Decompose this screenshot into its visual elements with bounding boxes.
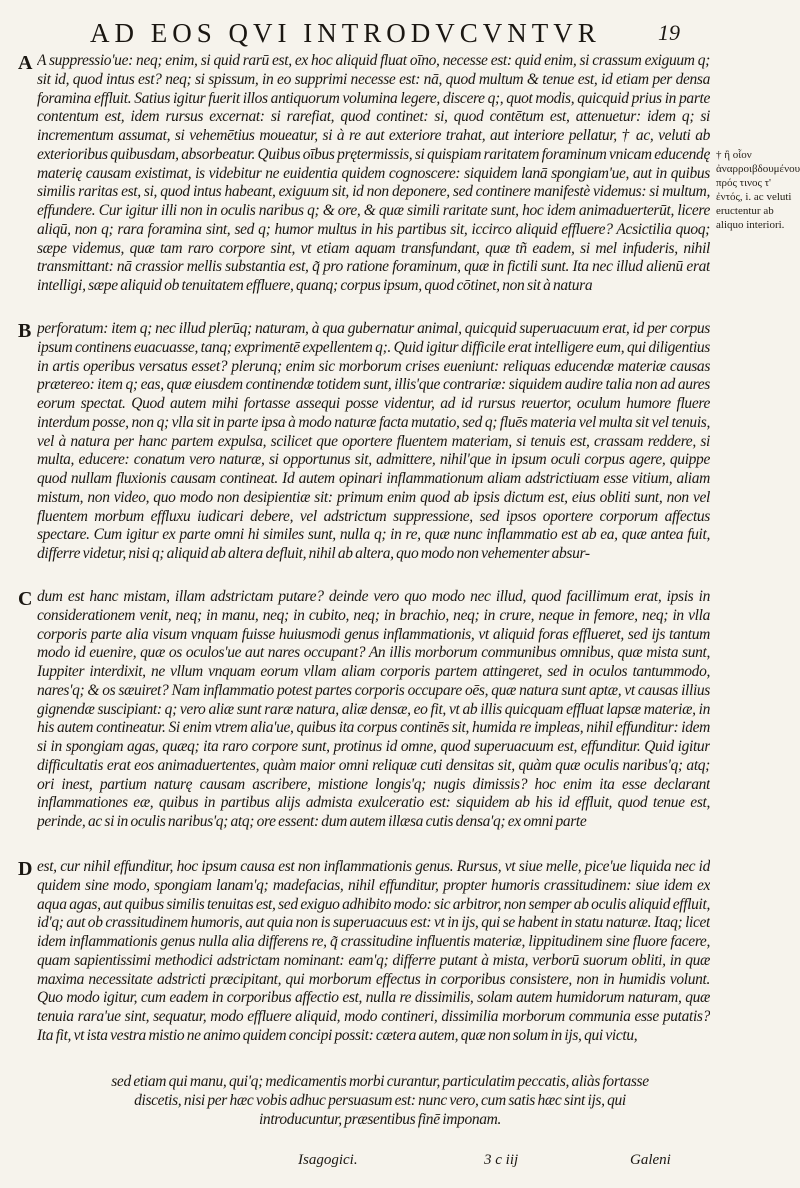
section-marker-c: C <box>18 588 33 610</box>
marginal-note: † ἢ οἷον ἀναρροιβδουμένου πρός τινος τ' ἐντός, i. ac veluti eructentur ab aliquo interiori. <box>716 149 800 231</box>
page-footer <box>0 1148 800 1178</box>
closing-paragraph: sed etiam qui manu, qui'q; medicamentis morbi curantur, particulatim peccatis, aliàs fortasse discetis, nisi per hæc vobis adhuc persuasum est: nunc vero, cum satis hæc sint ijs, qui introducuntur, præsentibus finē imponam. <box>111 1073 649 1128</box>
paragraph-section-a: A suppressio'ue: neq; enim, si quid rarū est, ex hoc aliquid fluat oīno, necesse est: quid enim, si crassum exiguum q; sit id, quod intus est? neq; si spissum, in eo supprimi necesse est: nā, quod multum & tenue est, id etiam per densa foramina effluit. Satius igitur fuerit illos antiquorum volumina legere, discere q;, quot modis, quicquid prius in parte contentum est, idem rursus excernat: si rarefiat, quod continet: si, quod contētum est, attenuetur: idem q; si incrementum assumat, si vehemētius moueatur, si à re aut exteriore trahat, aut interiore pellatur, † ac, veluti ab exterioribus quibusdam, absorbeatur. Quibus oībus prętermissis, si quispiam raritatem foraminum vnicam educendę materię causam existimat, is videbitur ne euidentia quidem cognoscere: siquidem lanā spongiam'ue, aut in quibus similis raritas est, si, quod intus habeant, exiguum sit, id non deponere, sed continere manifestè videmus: si multum, effundere. Cur igitur illi non in oculis naribus q; & ore, & quæ simili raritate sunt, hoc idem animaduerterūt, licere aliqū, non q; rara foramina sint, sed q; humor multus in his partibus sit, iccirco aliquid effluere? Acsictilia quoq; sæpe videmus, quæ tam raro corpore sint, vt etiam aquam transfundant, quæ tñ eadem, si mel infuderis, nihil transmittant: nā crassior mellis substantia est, q̃ pro ratione foraminum, quæ in fictili sunt. Ita nec illud alienū erat intelligi, sæpe aliquid ob tenuitatem effluere, quanq; corpus ipsum, quod cōtinet, non sit à natura <box>37 52 710 294</box>
paragraph-section-d: est, cur nihil effunditur, hoc ipsum causa est non inflammationis genus. Rursus, vt siue melle, pice'ue liquida nec id quidem sine modo, spongiam lanam'q; madefacias, nihil effunditur, propter humoris crassitudinem: siue idem ex aqua agas, aut quibus similis tenuitas est, sed exiguo adhibito modo: sic arbitror, non semper ab oculis aliquid effluit, id'q; aut ob crassitudinem humoris, aut quia non is superuacuus est: vt in ijs, qui se habent in statu naturæ. Itaq; licet idem inflammationis genus nulla alia differens re, q̃ crassitudine influentis materiæ, lippitudinem sine fluore facere, quam sapientissimi methodici adstrictam nominant: eam'q; differre putant à mista, verborū suorum obliti, in quæ maxima necessitate adstricti præcipitant, qui morborum effectus in corporibus consistere, non in humidis volunt. Quo modo igitur, cum eadem in corporibus affectio est, nulla re dissimilis, solam autem humidorum naturam, quæ tenuia rara'ue sint, sequatur, modo effluere aliquid, modo contineri, dissimilia morborum communia esse putatis? Ita fit, vt ista vestra mistio ne animo quidem concipi possit: cætera autem, quæ non solum in ijs, qui victu, <box>37 858 710 1044</box>
footer-left-title: Isagogici. <box>298 1152 358 1168</box>
catchword: Galeni <box>630 1152 671 1168</box>
running-title: AD EOS QVI INTRODVCVNTVR <box>90 18 601 48</box>
section-marker-b: B <box>18 320 32 342</box>
section-marker-d: D <box>18 858 33 880</box>
page-header <box>0 18 800 52</box>
signature-mark: 3 c iij <box>484 1152 519 1168</box>
page-number: 19 <box>658 20 680 45</box>
paragraph-section-b: perforatum: item q; nec illud plerūq; naturam, à qua gubernatur animal, quicquid superuacuum erat, id per corpus ipsum continens euacuasse, tanq; exprimentē expellentem q;. Quid igitur difficile erat intelligere eum, qui diligentius in artis operibus versatus esset? plerunq; enim sic morborum crises eueniunt: reliquas educendæ materiæ causas prætereo: item q; eas, quæ eiusdem continendæ totidem sunt, illis'que contrariæ: siquidem audire talia non ad aures eorum spectat. Quod autem mihi fortasse assequi posse videntur, ad id rursus reuertor, oculum humore fluere interdum posse, non q; vlla sit in parte ipsa à modo naturæ facta mutatio, sed q; fluēs materia vel multa sit vel tenuis, vel à natura per hanc partem expulsa, scilicet que oportere fluentem materiam, si tenuis est, crassam reddere, si multa, educere: conatum vero naturæ, si opportunus sit, admittere, nihil'que in ipsum oculi corpus agere, quippe quod nullam fluxionis causam contineat. Id autem opinari inflammationum aliam adstrictiuam esse vitium, aliam mistum, non video, quo modo non desipientiæ sit: primum enim quod ab ipsis dictum est, eius obliti sunt, non vel fluentem morbum effluxu iudicari debere, vel adstrictum suppressione, sed ipsos oportere corporum affectus spectare. Cum igitur ex parte omni hi similes sunt, nulla q; in re, quæ nunc inflammatio est ab ea, quæ antea fuit, differre videtur, nisi q; aliquid ab altera defluit, nihil ab altera, quo modo non vehementer absur- <box>37 320 710 562</box>
section-marker-a: A <box>18 52 33 74</box>
paragraph-section-c: dum est hanc mistam, illam adstrictam putare? deinde vero quo modo nec illud, quod facillimum erat, ipsis in considerationem venit, neq; in manu, neq; in cubito, neq; in brachio, neq; in crure, neque in femore, neq; in vlla corporis parte alia visum vnquam fuisse huiusmodi genus inflammationis, vt aliquid foras efflueret, sed ijs tantum modo id euenire, quæ os oculos'ue aut nares occupant? An illis morborum communibus omnibus, quæ mista sunt, Iuppiter interdixit, ne vllum vnquam eorum vllam aliam corporis partem attingeret, sed in oculos tantummodo, nares'q; & os sæuiret? Nam inflammatio potest partes corporis occupare oēs, quæ natura sunt aptæ, vt causas illius gignendæ suscipiant: q; vero aliæ sunt raræ natura, aliæ densæ, eo fit, vt ab illis quicquam effluat lapsæ materiæ, in his autem contineatur. Si enim vtrem alia'ue, quibus ita corpus continēs sit, humida re impleas, nihil effunditur: idem si in spongiam agas, quæq; ita raro corpore sunt, protinus id omne, quod superuacuum est, effunditur. Quid igitur difficultatis erat eos animaduertentes, quàm maior omni reliquæ cuti densitas sit, quàm quæ oculis naribus'q; atq; ori inest, partium naturę causam ascribere, mistione longis'q; nugis dimissis? hoc enim ita esse declarant inflammationes eæ, quibus in partibus alijs admista exulceratio est: siquidem ab his id effluit, quod tenue est, perinde, ac si in oculis naribus'q; atq; ore essent: dum autem illæsa cutis densa'q; ex omni parte <box>37 588 710 830</box>
